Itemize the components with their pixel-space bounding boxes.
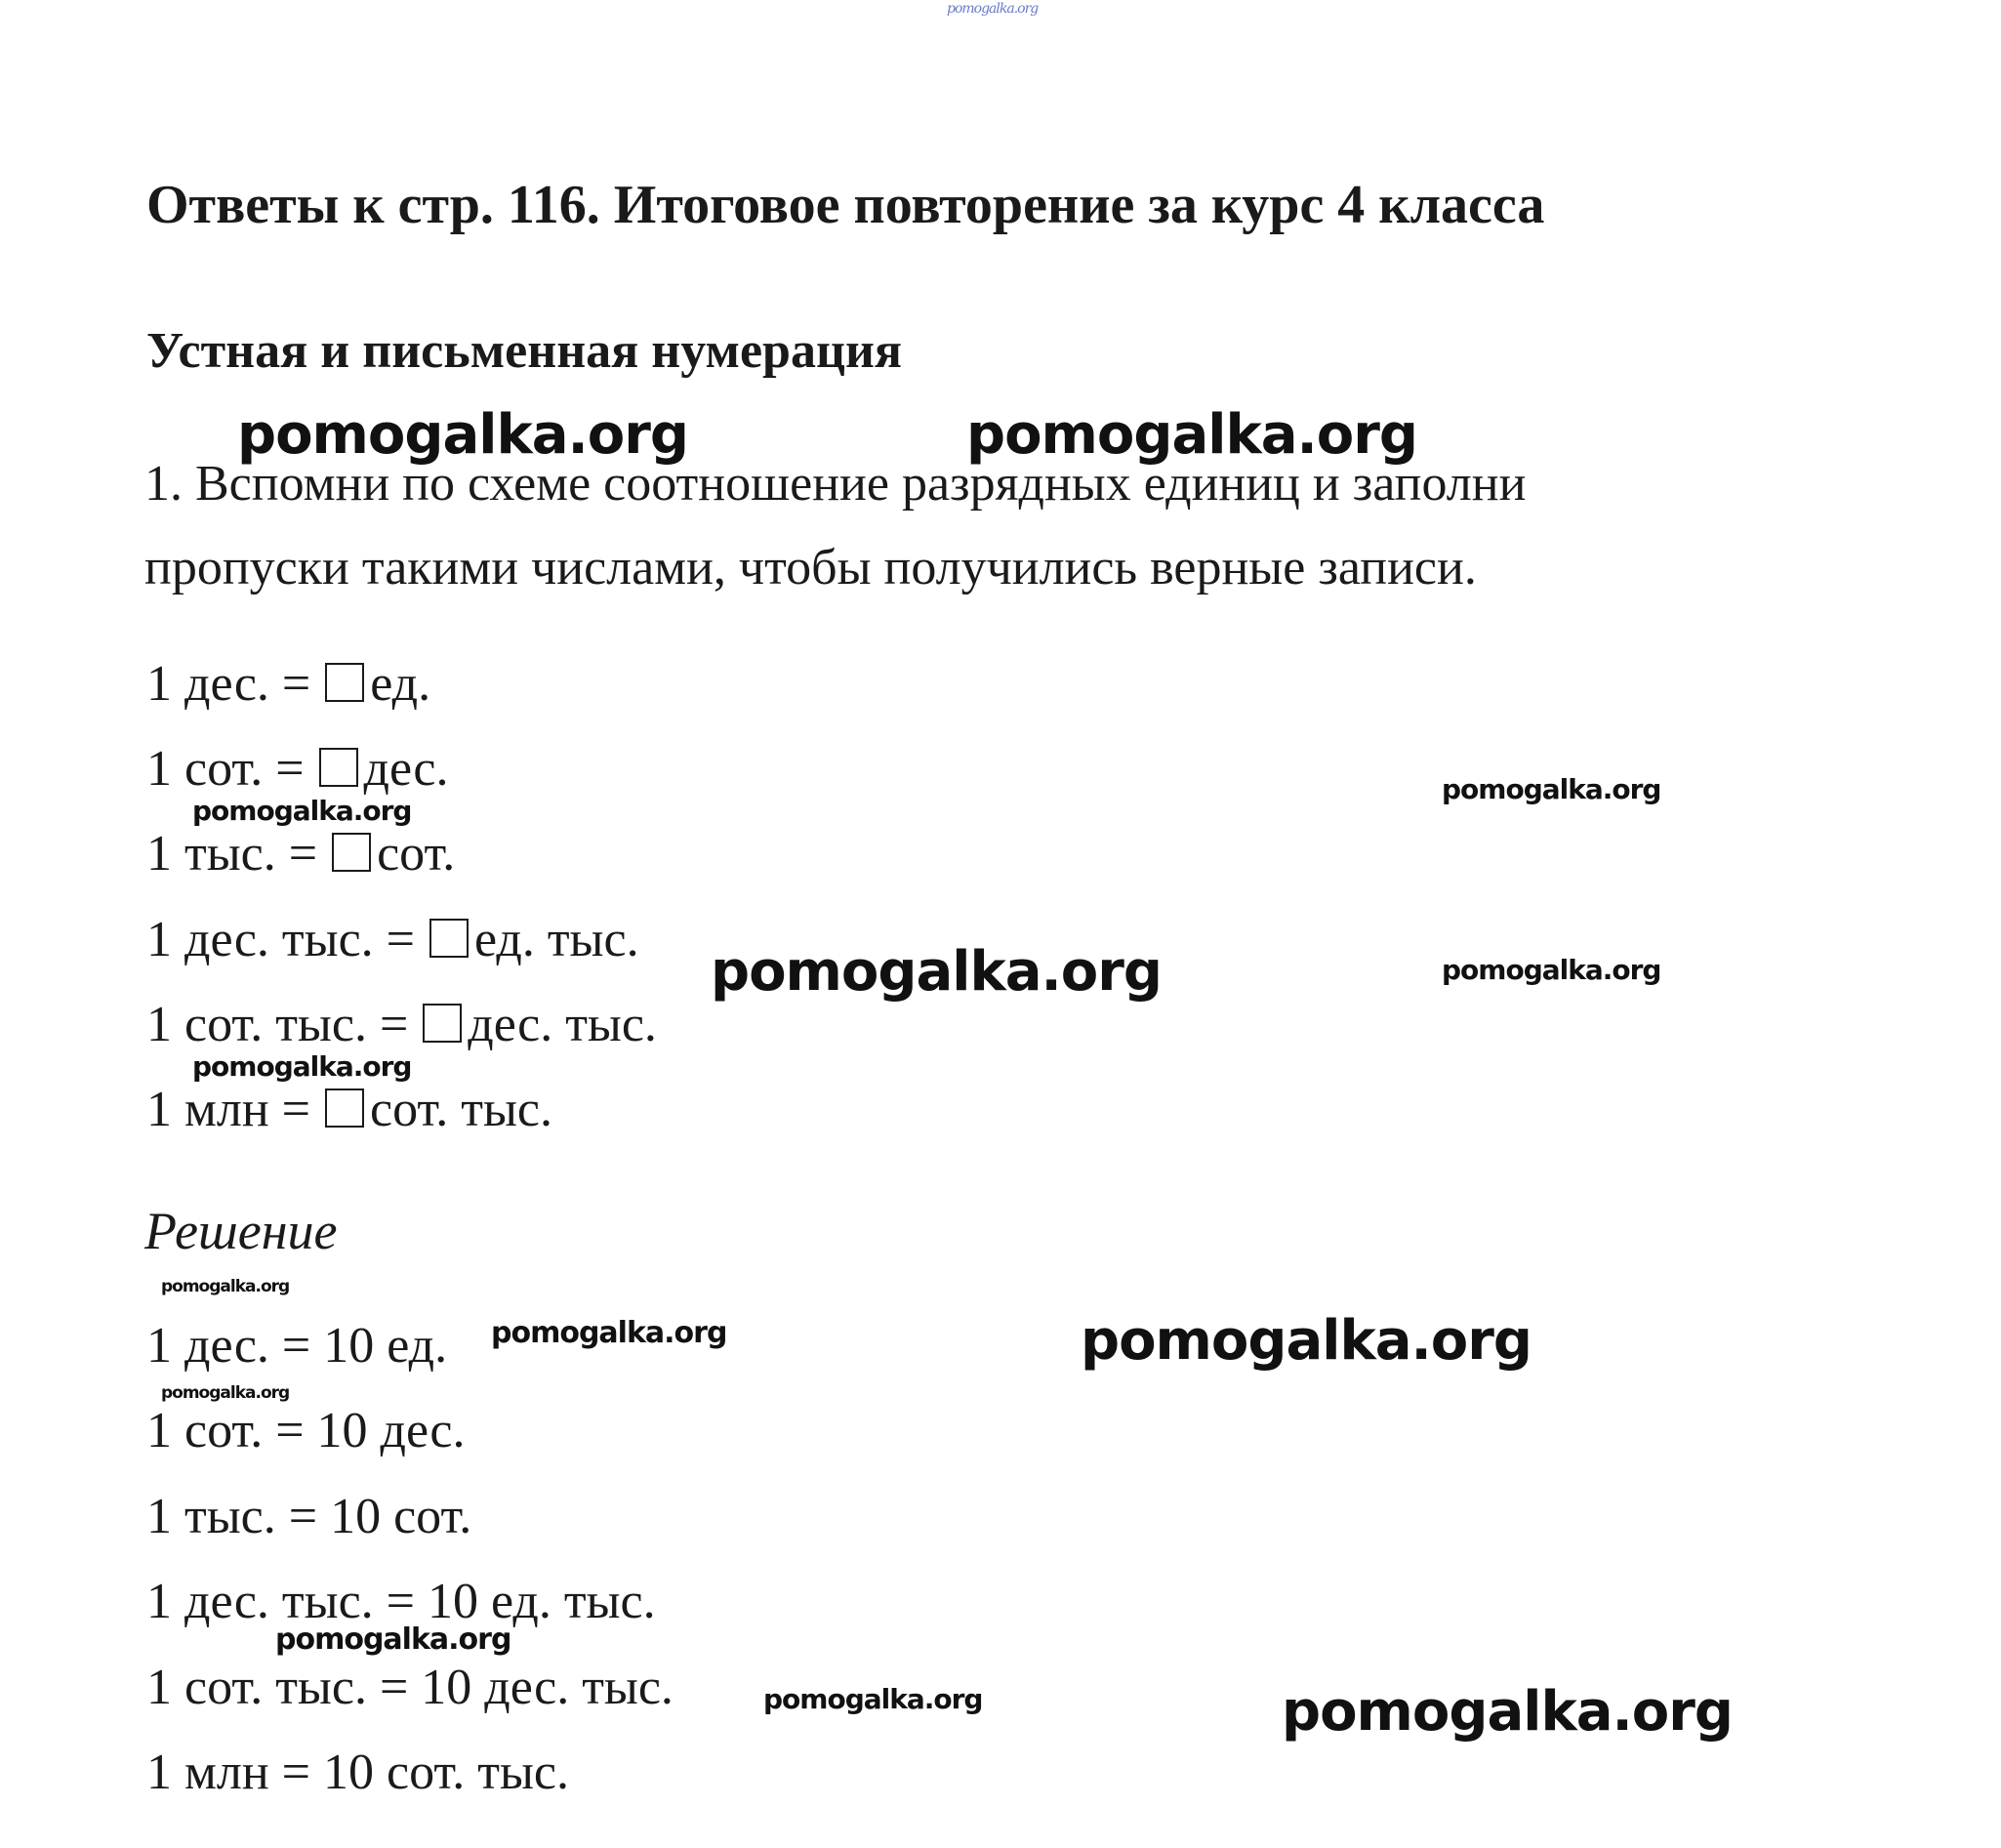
exercise-line [146,997,657,1052]
exercise-line [146,1082,552,1137]
solution-line: 1 млн = 10 сот. тыс. [146,1745,569,1800]
exercise-right: сот. тыс. [370,1082,552,1137]
watermark: pomogalka.org [161,1383,290,1403]
solution-line: 1 сот. тыс. = 10 дес. тыс. [146,1660,674,1715]
watermark: pomogalka.org [711,940,1162,1004]
watermark: pomogalka.org [763,1683,983,1715]
exercise-left: 1 сот. тыс. = [146,997,409,1052]
solution-line: 1 дес. тыс. = 10 ед. тыс. [146,1574,656,1629]
watermark: pomogalka.org [966,403,1417,467]
watermark: pomogalka.org [1442,954,1661,986]
watermark: pomogalka.org [192,795,412,827]
exercise-right: ед. [370,656,431,712]
watermark: pomogalka.org [1282,1680,1733,1744]
solution-label: Решение [144,1202,338,1260]
task-line-1: 1. Вспомни по схеме соотношение разрядных единиц и заполни [144,456,1527,512]
watermark: pomogalka.org [237,403,688,467]
exercise-right: дес. [363,741,449,797]
exercise-line [146,741,449,797]
answer-box [423,1004,462,1043]
answer-box [429,919,469,958]
watermark-top: pomogalka.org [947,1,1039,17]
exercise-right: ед. тыс. [473,912,639,967]
page-title: Ответы к стр. 116. Итоговое повторение за курс 4 класса [146,175,1545,235]
answer-box [332,833,371,872]
answer-box [325,663,364,702]
section-heading: Устная и письменная нумерация [146,323,903,379]
solution-line: 1 дес. = 10 ед. [146,1318,448,1374]
exercise-line [146,826,456,882]
exercise-line [146,656,431,712]
watermark: pomogalka.org [1442,773,1661,805]
exercise-left: 1 тыс. = [146,826,318,882]
exercise-right: сот. [377,826,456,882]
task-line-2: пропуски такими числами, чтобы получились верные записи. [144,540,1477,595]
watermark: pomogalka.org [1081,1309,1531,1373]
exercise-left: 1 млн = [146,1082,311,1137]
answer-box [325,1088,364,1128]
solution-line: 1 тыс. = 10 сот. [146,1489,472,1544]
exercise-left: 1 дес. = [146,656,311,712]
watermark: pomogalka.org [192,1050,412,1083]
solution-line: 1 сот. = 10 дес. [146,1403,466,1458]
watermark: pomogalka.org [161,1277,290,1296]
exercise-left: 1 дес. тыс. = [146,912,415,967]
answer-box [319,748,358,787]
watermark: pomogalka.org [275,1622,511,1657]
exercise-left: 1 сот. = [146,741,305,797]
exercise-line [146,912,639,967]
watermark: pomogalka.org [491,1316,727,1350]
exercise-right: дес. тыс. [468,997,657,1052]
